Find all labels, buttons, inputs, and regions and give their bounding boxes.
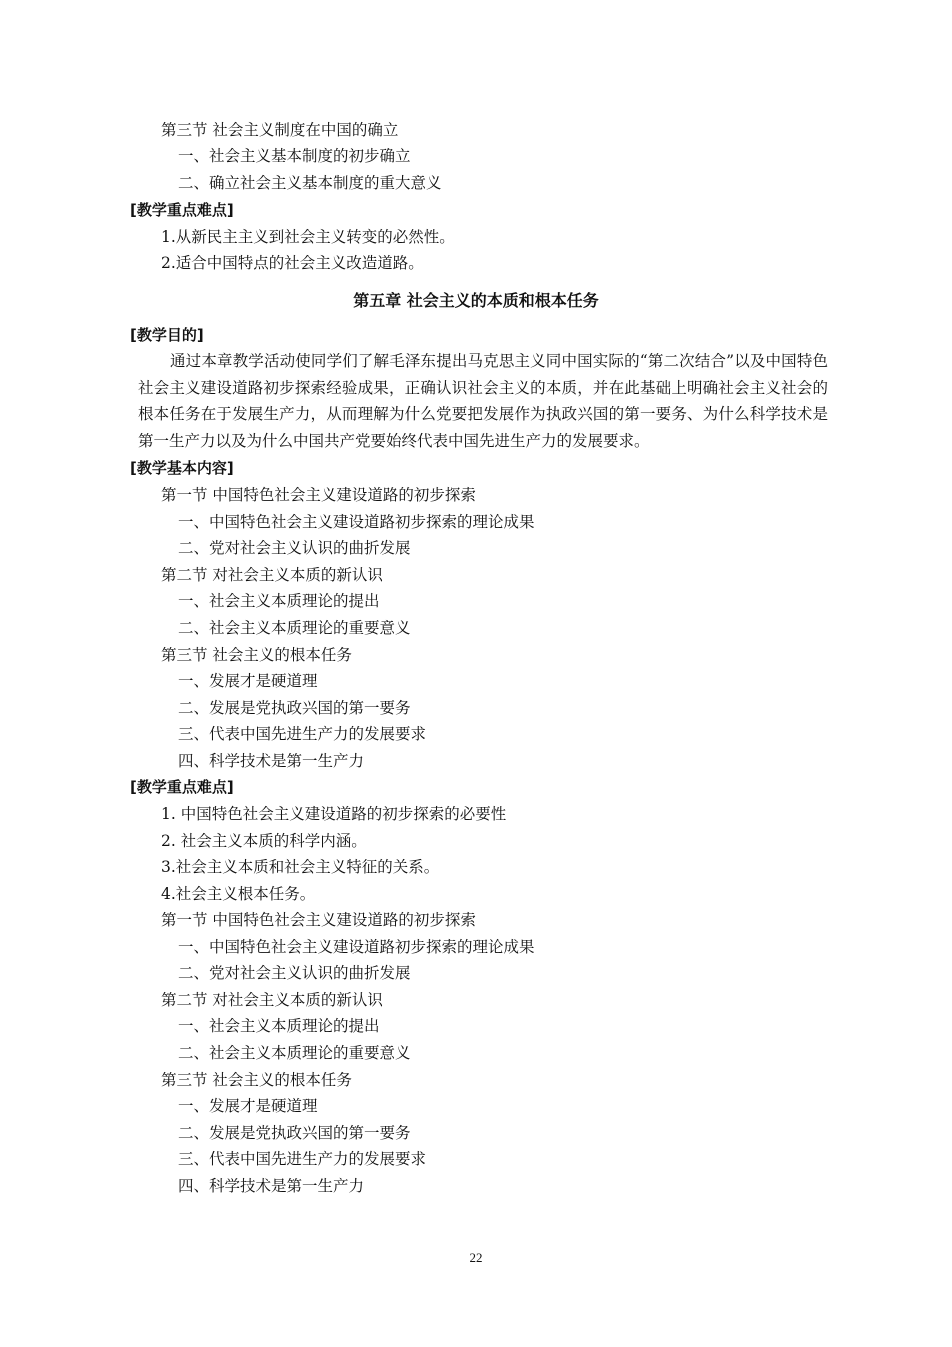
outline-item: 二、发展是党执政兴国的第一要务: [178, 698, 411, 717]
outline-section: 第三节 社会主义的根本任务: [161, 645, 352, 664]
outline-section: 第二节 对社会主义本质的新认识: [161, 990, 383, 1009]
key-points-heading: [教学重点难点]: [130, 201, 234, 219]
outline-item: 二、党对社会主义认识的曲折发展: [178, 964, 411, 983]
purpose-paragraph: 通过本章教学活动使同学们了解毛泽东提出马克思主义同中国实际的“第二次结合”以及中国特色社会主义建设道路初步探索经验成果，正确认识社会主义的本质，并在此基础上明确社会主义社会的根本任务在于发展生产力，从而理解为什么党要把发展作为执政兴国的第一要务、为什么科学技术是第一生产力以及为什么中国共产党要始终代表中国先进生产力的发展要求。: [138, 352, 828, 450]
outline-item: 三、代表中国先进生产力的发展要求: [178, 1150, 427, 1169]
outline-section: 第一节 中国特色社会主义建设道路的初步探索: [161, 911, 476, 930]
outline-item: 一、中国特色社会主义建设道路初步探索的理论成果: [178, 937, 535, 956]
outline-item: 一、发展才是硬道理: [178, 672, 318, 691]
outline-section: 第二节 对社会主义本质的新认识: [161, 565, 383, 584]
page-number: 22: [469, 1250, 483, 1265]
key-point-item: 1.从新民主主义到社会主义转变的必然性。: [161, 228, 455, 246]
outline-section: 第三节 社会主义的根本任务: [161, 1070, 352, 1089]
outline-item: 二、社会主义本质理论的重要意义: [178, 1043, 411, 1062]
chapter-title: 第五章 社会主义的本质和根本任务: [353, 291, 599, 310]
outline-section: 4.社会主义根本任务。: [161, 884, 316, 903]
outline-item: 四、科学技术是第一生产力: [178, 752, 365, 770]
key-points-heading: [教学重点难点]: [130, 778, 234, 796]
outline-item: 二、发展是党执政兴国的第一要务: [178, 1123, 411, 1142]
outline-item: 四、科学技术是第一生产力: [178, 1176, 365, 1195]
key-point-item: 2.适合中国特点的社会主义改造道路。: [161, 254, 424, 272]
outline-item: 一、发展才是硬道理: [178, 1097, 318, 1116]
purpose-heading: [教学目的]: [130, 326, 204, 344]
content-heading: [教学基本内容]: [130, 459, 234, 477]
outline-item: 三、代表中国先进生产力的发展要求: [178, 725, 427, 744]
outline-item: 一、社会主义本质理论的提出: [178, 1017, 380, 1036]
outline-item: 一、中国特色社会主义建设道路初步探索的理论成果: [178, 512, 535, 531]
outline-section: 2. 社会主义本质的科学内涵。: [161, 831, 367, 850]
outline-item: 一、社会主义基本制度的初步确立: [178, 147, 411, 165]
outline-item: 二、党对社会主义认识的曲折发展: [178, 539, 411, 558]
outline-section: 第一节 中国特色社会主义建设道路的初步探索: [161, 486, 476, 504]
outline-section: 1. 中国特色社会主义建设道路的初步探索的必要性: [161, 805, 507, 823]
section-heading: 第三节 社会主义制度在中国的确立: [161, 121, 399, 139]
outline-item: 二、社会主义本质理论的重要意义: [178, 619, 411, 637]
outline-section: 3.社会主义本质和社会主义特征的关系。: [161, 858, 440, 877]
outline-item: 一、社会主义本质理论的提出: [178, 592, 380, 611]
outline-item: 二、确立社会主义基本制度的重大意义: [178, 174, 442, 192]
